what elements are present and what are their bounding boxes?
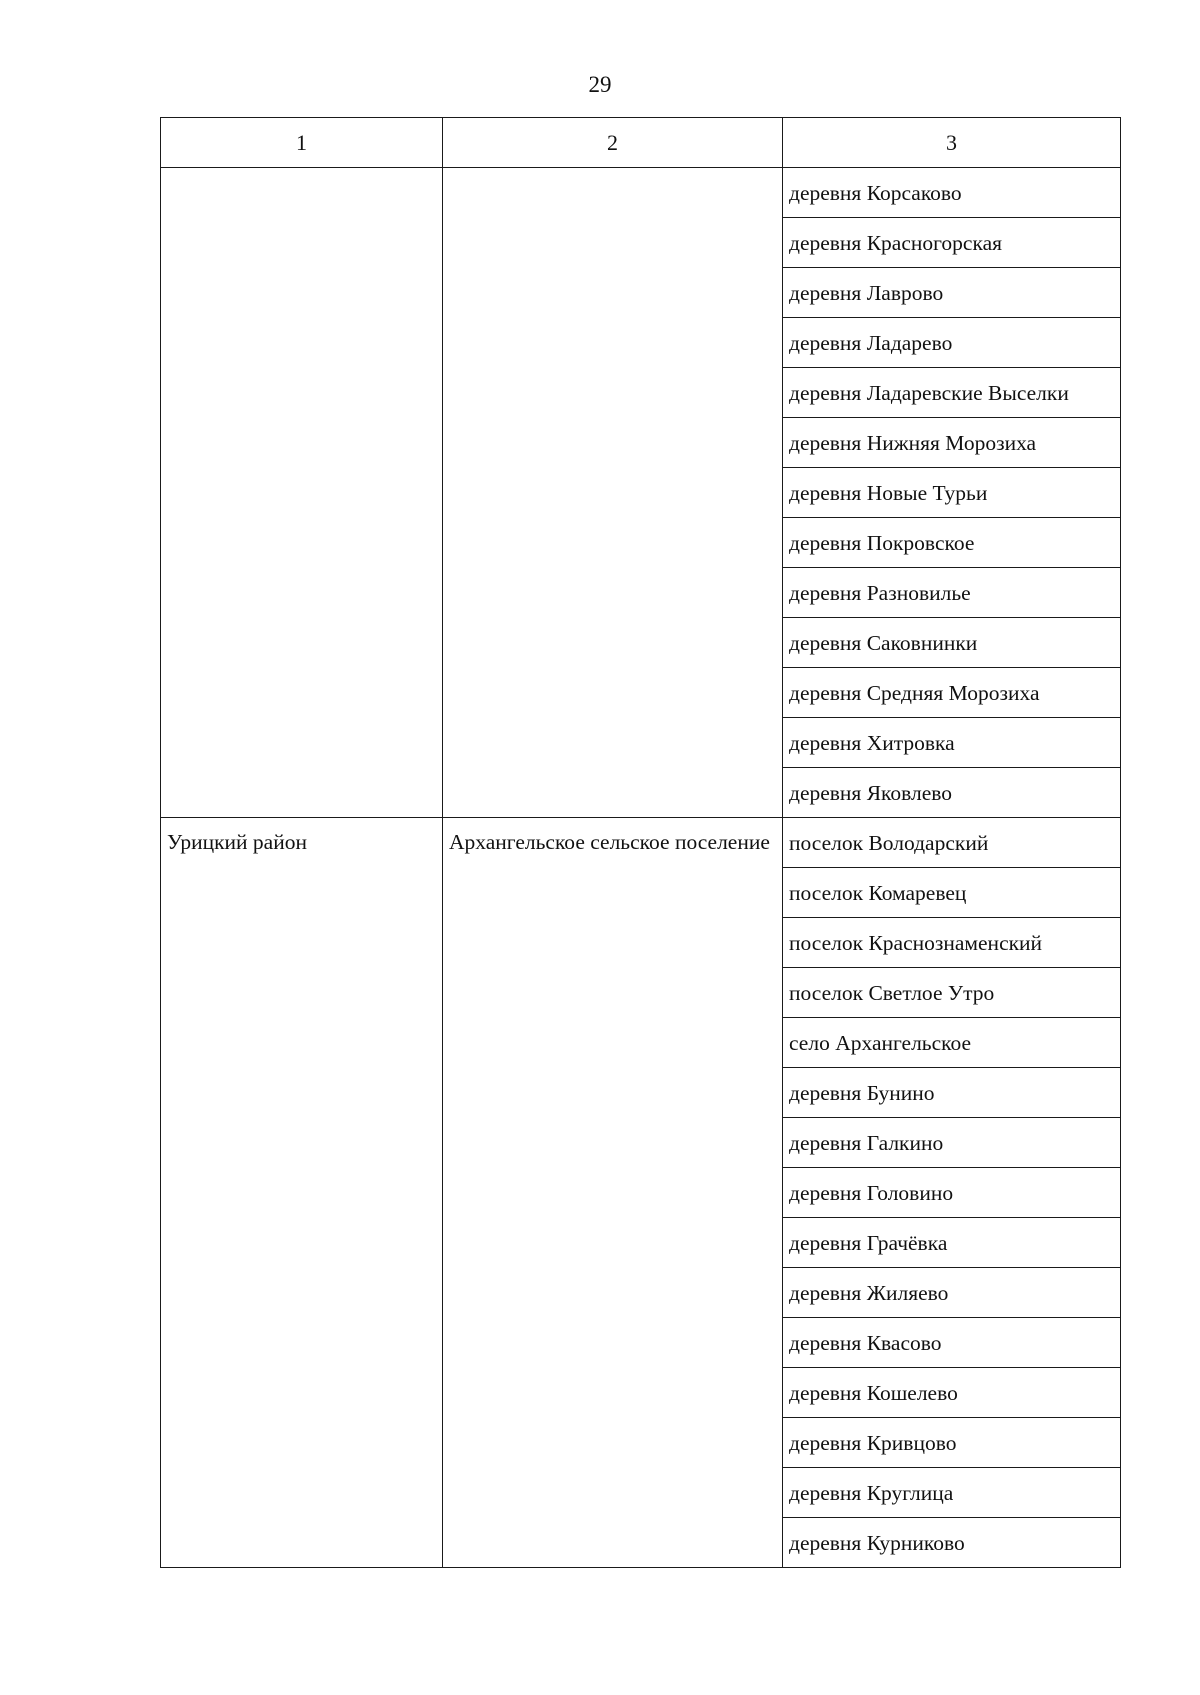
column-header-3: 3 xyxy=(783,118,1121,168)
table-header-row xyxy=(161,118,1121,168)
region-cell: Урицкий район xyxy=(161,818,443,1568)
locality-cell: деревня Ладаревские Выселки xyxy=(783,368,1121,418)
locality-cell: деревня Ладарево xyxy=(783,318,1121,368)
locality-cell: деревня Кривцово xyxy=(783,1418,1121,1468)
locality-cell: деревня Лаврово xyxy=(783,268,1121,318)
locality-cell: деревня Головино xyxy=(783,1168,1121,1218)
locality-cell: деревня Галкино xyxy=(783,1118,1121,1168)
table-row xyxy=(161,818,1121,868)
region-cell xyxy=(161,168,443,818)
column-header-1: 1 xyxy=(161,118,443,168)
locality-cell: деревня Корсаково xyxy=(783,168,1121,218)
locality-cell: деревня Круглица xyxy=(783,1468,1121,1518)
locality-cell: поселок Комаревец xyxy=(783,868,1121,918)
locality-cell: деревня Средняя Морозиха xyxy=(783,668,1121,718)
settlements-table xyxy=(160,117,1121,1568)
locality-cell: деревня Разновилье xyxy=(783,568,1121,618)
locality-cell: деревня Нижняя Морозиха xyxy=(783,418,1121,468)
locality-cell: деревня Курниково xyxy=(783,1518,1121,1568)
locality-cell: деревня Новые Турьи xyxy=(783,468,1121,518)
locality-cell: село Архангельское xyxy=(783,1018,1121,1068)
locality-cell: деревня Бунино xyxy=(783,1068,1121,1118)
settlement-cell xyxy=(443,168,783,818)
locality-cell: поселок Светлое Утро xyxy=(783,968,1121,1018)
locality-cell: деревня Яковлево xyxy=(783,768,1121,818)
locality-cell: деревня Хитровка xyxy=(783,718,1121,768)
locality-cell: поселок Краснознаменский xyxy=(783,918,1121,968)
locality-cell: деревня Жиляево xyxy=(783,1268,1121,1318)
locality-cell: деревня Квасово xyxy=(783,1318,1121,1368)
table-row xyxy=(161,168,1121,218)
locality-cell: деревня Покровское xyxy=(783,518,1121,568)
locality-cell: деревня Красногорская xyxy=(783,218,1121,268)
locality-cell: деревня Грачёвка xyxy=(783,1218,1121,1268)
locality-cell: деревня Кошелево xyxy=(783,1368,1121,1418)
settlement-cell: Архангельское сельское поселение xyxy=(443,818,783,1568)
page-number: 29 xyxy=(588,72,612,97)
locality-cell: деревня Саковнинки xyxy=(783,618,1121,668)
table-body xyxy=(161,168,1121,1568)
locality-cell: поселок Володарский xyxy=(783,818,1121,868)
column-header-2: 2 xyxy=(443,118,783,168)
